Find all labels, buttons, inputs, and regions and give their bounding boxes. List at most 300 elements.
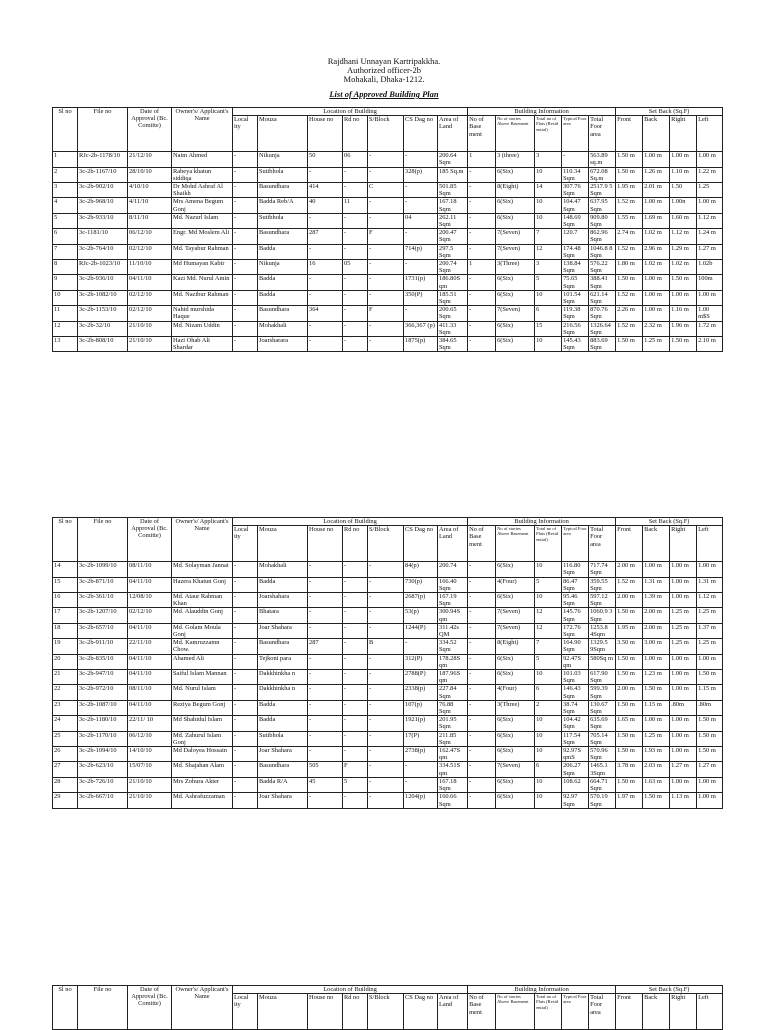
cell-sl: 22 — [53, 685, 78, 700]
cell-date: 02/12/10 — [128, 290, 172, 305]
table-row — [53, 608, 723, 623]
cell-loc: - — [233, 337, 258, 352]
cell-csdag: 04 — [404, 213, 438, 228]
cell-date: 15/07/10 — [128, 762, 172, 777]
cell-typ: 216.56 Sqm — [562, 321, 589, 336]
cell-front: 2.00 m — [616, 562, 643, 577]
cell-house: - — [308, 593, 343, 608]
cell-front: 1.50 m — [616, 337, 643, 352]
cell-house: 287 — [308, 639, 343, 654]
cell-front: 1.80 m — [616, 260, 643, 275]
cell-stories: 6(Six) — [496, 670, 535, 685]
cell-total: 1326.64 Sqm — [589, 321, 616, 336]
cell-left: 1.00 m$S — [697, 306, 723, 321]
cell-mouza: Joar Shahara — [258, 747, 308, 762]
cell-back: 1.63 m — [643, 777, 670, 792]
cell-back: 1.39 m — [643, 593, 670, 608]
approved-plan-table-2 — [52, 517, 723, 809]
cell-house: - — [308, 685, 343, 700]
cell-sl: 25 — [53, 731, 78, 746]
cell-mouza: Badda — [258, 700, 308, 715]
col-back: Back — [643, 994, 670, 1030]
cell-right: .80m — [670, 700, 697, 715]
cell-back: 1.50 m — [643, 793, 670, 808]
cell-house: - — [308, 577, 343, 592]
cell-back: 1.00 m — [643, 654, 670, 669]
cell-date: 22/11/10 — [128, 639, 172, 654]
cell-date: 08/11/10 — [128, 685, 172, 700]
cell-stories: 6(Six) — [496, 337, 535, 352]
cell-date: 04/11/10 — [128, 654, 172, 669]
cell-sl: 12 — [53, 321, 78, 336]
cell-back: 1.00 m — [643, 198, 670, 213]
cell-left: .80m — [697, 700, 723, 715]
cell-stories: 6(Six) — [496, 777, 535, 792]
cell-csdag: 2687(p) — [404, 593, 438, 608]
cell-stories: 7(Seven) — [496, 244, 535, 259]
cell-flats: 7 — [535, 229, 562, 244]
cell-flats: 10 — [535, 337, 562, 352]
group-building: Building Information — [468, 108, 616, 116]
cell-owner: Md Daloyea Hossain — [172, 747, 233, 762]
cell-flats: 12 — [535, 623, 562, 638]
cell-flats: 10 — [535, 562, 562, 577]
cell-loc: - — [233, 593, 258, 608]
table-header — [53, 986, 723, 1030]
cell-left: 1.27 m — [697, 244, 723, 259]
cell-road: - — [343, 654, 368, 669]
col-right: Right — [670, 994, 697, 1030]
cell-flats: 10 — [535, 793, 562, 808]
cell-right: 1.00 m — [670, 685, 697, 700]
cell-mouza: Badda Reb/A — [258, 198, 308, 213]
col-csdag: CS Dag no — [404, 994, 438, 1030]
cell-date: 04/11/10 — [128, 275, 172, 290]
table-row — [53, 777, 723, 792]
cell-file: 3c-2b-1099/10 — [78, 562, 128, 577]
col-basement: No of Base ment — [468, 994, 496, 1030]
cell-csdag: 1731(p) — [404, 275, 438, 290]
cell-flats: 5 — [535, 654, 562, 669]
cell-left: 1.02b — [697, 260, 723, 275]
cell-total: 563.89 sq.m — [589, 152, 616, 167]
cell-sblock: - — [368, 623, 404, 638]
cell-road: - — [343, 639, 368, 654]
cell-road: - — [343, 793, 368, 808]
cell-area: 167.18 Sqm — [438, 198, 468, 213]
cell-typ: 307.76 Sqm — [562, 183, 589, 198]
cell-sl: 6 — [53, 229, 78, 244]
cell-back: 2.01 m — [643, 183, 670, 198]
cell-house: - — [308, 747, 343, 762]
cell-flats: 10 — [535, 198, 562, 213]
cell-date: 02/12/10 — [128, 608, 172, 623]
cell-right: 1.50 m — [670, 337, 697, 352]
cell-left: 1.31 m — [697, 577, 723, 592]
cell-file: 3c-2b-1082/10 — [78, 290, 128, 305]
cell-road: - — [343, 229, 368, 244]
col-date: Date of Approval (Bc. Comitte) — [128, 108, 172, 152]
col-stories: No of stories Above Basement — [496, 994, 535, 1030]
cell-base: - — [468, 793, 496, 808]
cell-base: - — [468, 593, 496, 608]
cell-house: - — [308, 700, 343, 715]
cell-mouza: Sutibhola — [258, 213, 308, 228]
cell-left: 1.24 m — [697, 229, 723, 244]
cell-sblock: - — [368, 670, 404, 685]
table-row — [53, 167, 723, 182]
cell-left: 1.50 m — [697, 731, 723, 746]
cell-left: 1.50 m — [697, 716, 723, 731]
cell-loc: - — [233, 685, 258, 700]
cell-total: 570.19 Sqm — [589, 793, 616, 808]
cell-loc: - — [233, 793, 258, 808]
cell-stories: 3(Three) — [496, 700, 535, 715]
cell-owner: Md Shahidul Islam — [172, 716, 233, 731]
cell-sblock: C — [368, 183, 404, 198]
cell-total: 388.41 Sqm — [589, 275, 616, 290]
table-row — [53, 731, 723, 746]
cell-base: - — [468, 198, 496, 213]
cell-left: 1.50 m — [697, 747, 723, 762]
group-setback: Set Back (Sq.F) — [616, 518, 723, 526]
table-row — [53, 183, 723, 198]
cell-total: 570.96 Sqm — [589, 747, 616, 762]
cell-loc: - — [233, 654, 258, 669]
cell-area: 162.47S qm — [438, 747, 468, 762]
cell-mouza: Basundhara — [258, 229, 308, 244]
cell-area: 200.74 Sqm — [438, 260, 468, 275]
cell-right: 1.12 m — [670, 229, 697, 244]
col-left: Left — [697, 994, 723, 1030]
cell-flats: 12 — [535, 608, 562, 623]
cell-right: 1.00 m — [670, 654, 697, 669]
cell-road: 5 — [343, 777, 368, 792]
cell-back: 1.00 m — [643, 716, 670, 731]
table-row — [53, 577, 723, 592]
cell-house: - — [308, 213, 343, 228]
cell-date: 4/10/10 — [128, 183, 172, 198]
cell-file: 3c-2b-1180/10 — [78, 716, 128, 731]
cell-right: 1.00 m — [670, 593, 697, 608]
cell-road: - — [343, 183, 368, 198]
cell-owner: Naim Ahmed — [172, 152, 233, 167]
cell-owner: Md. Solayman Jannat — [172, 562, 233, 577]
col-mouza: Mouza — [258, 526, 308, 562]
cell-total: 359.55 Sqm — [589, 577, 616, 592]
col-front: Front — [616, 526, 643, 562]
group-building: Building Information — [468, 986, 616, 994]
cell-csdag: 1204(p) — [404, 793, 438, 808]
cell-front: 1.52 m — [616, 321, 643, 336]
cell-back: 1.02 m — [643, 260, 670, 275]
cell-file: 3c-2b-1170/10 — [78, 731, 128, 746]
cell-owner: Md. Ashrafuzzaman — [172, 793, 233, 808]
cell-typ: 110.34 Sqm — [562, 167, 589, 182]
col-stories: No of stories Above Basement — [496, 116, 535, 152]
cell-csdag: 730(p) — [404, 577, 438, 592]
cell-date: 04/11/10 — [128, 700, 172, 715]
cell-csdag: 714(p) — [404, 244, 438, 259]
cell-owner: Mrs Zohura Akter — [172, 777, 233, 792]
cell-file: 3c-2b-667/10 — [78, 793, 128, 808]
cell-file: 3c-2b-936/10 — [78, 275, 128, 290]
col-csdag: CS Dag no — [404, 526, 438, 562]
cell-area: 200.64 Sqm — [438, 152, 468, 167]
col-back: Back — [643, 526, 670, 562]
cell-date: 14/10/10 — [128, 747, 172, 762]
cell-total: 635.69 Sqm — [589, 716, 616, 731]
table-row — [53, 623, 723, 638]
cell-front: 1.50 m — [616, 700, 643, 715]
cell-total: 637.95 Sqm — [589, 198, 616, 213]
cell-sl: 15 — [53, 577, 78, 592]
cell-owner: Md. Alauddin Gonj — [172, 608, 233, 623]
cell-area: 262.11 Sqm — [438, 213, 468, 228]
cell-date: 28/10/10 — [128, 167, 172, 182]
cell-date: 12/08/10 — [128, 593, 172, 608]
cell-road: - — [343, 670, 368, 685]
cell-left: 1.00 m — [697, 654, 723, 669]
cell-road: 05 — [343, 260, 368, 275]
cell-date: 04/11/10 — [128, 670, 172, 685]
cell-loc: - — [233, 275, 258, 290]
col-csdag: CS Dag no — [404, 116, 438, 152]
group-location: Location of Building — [233, 518, 468, 526]
cell-area: 334.51S qm — [438, 762, 468, 777]
cell-road: F — [343, 762, 368, 777]
cell-flats: 7 — [535, 639, 562, 654]
cell-stories: 6(Six) — [496, 731, 535, 746]
cell-stories: 8(Eight) — [496, 639, 535, 654]
cell-house: - — [308, 562, 343, 577]
table-row — [53, 654, 723, 669]
cell-road: - — [343, 321, 368, 336]
col-sl: Sl no — [53, 518, 78, 562]
cell-flats: 6 — [535, 762, 562, 777]
cell-typ: 92.47S qm — [562, 654, 589, 669]
col-locality: Local ity — [233, 994, 258, 1030]
cell-area: 166.40 Sqm — [438, 577, 468, 592]
table-row — [53, 229, 723, 244]
cell-flats: 10 — [535, 747, 562, 762]
cell-owner: Md Humayan Kabir — [172, 260, 233, 275]
cell-front: 3.50 m — [616, 639, 643, 654]
document-title: List of Approved Building Plan — [329, 89, 439, 99]
col-right: Right — [670, 116, 697, 152]
cell-base: - — [468, 562, 496, 577]
cell-file: 3c-2b-972/10 — [78, 685, 128, 700]
cell-file: 3c-2b-361/10 — [78, 593, 128, 608]
cell-date: 06/12/10 — [128, 731, 172, 746]
cell-loc: - — [233, 670, 258, 685]
table-header — [53, 108, 723, 152]
cell-back: 1.15 m — [643, 700, 670, 715]
col-locality: Local ity — [233, 116, 258, 152]
cell-road: - — [343, 731, 368, 746]
cell-typ: 92.97S qmS — [562, 747, 589, 762]
cell-right: 1.16 m — [670, 306, 697, 321]
cell-base: - — [468, 337, 496, 352]
table-header — [53, 518, 723, 562]
table-row — [53, 198, 723, 213]
cell-road: 06 — [343, 152, 368, 167]
col-typical: Typical Foor area — [562, 116, 589, 152]
cell-mouza: Badda — [258, 290, 308, 305]
cell-front: 1.55 m — [616, 213, 643, 228]
cell-mouza: Dakkhinkha n — [258, 685, 308, 700]
cell-loc: - — [233, 716, 258, 731]
cell-mouza: Sutibhola — [258, 731, 308, 746]
col-mouza: Mouza — [258, 116, 308, 152]
cell-area: 227.84 Sqm — [438, 685, 468, 700]
col-typical: Typical Foor area — [562, 526, 589, 562]
table-row — [53, 685, 723, 700]
col-right: Right — [670, 526, 697, 562]
cell-left: 1.12 m — [697, 593, 723, 608]
cell-flats: 10 — [535, 167, 562, 182]
cell-house: - — [308, 321, 343, 336]
cell-road: - — [343, 337, 368, 352]
cell-road: - — [343, 306, 368, 321]
cell-file: 3c-2b-902/10 — [78, 183, 128, 198]
cell-left: 1.00 m — [697, 562, 723, 577]
cell-area: 211.85 Sqm — [438, 731, 468, 746]
cell-stories: 3 (three) — [496, 152, 535, 167]
cell-sblock: - — [368, 654, 404, 669]
table-row — [53, 337, 723, 352]
cell-csdag: 2788(P) — [404, 670, 438, 685]
cell-road: - — [343, 700, 368, 715]
cell-mouza: Bhatara — [258, 608, 308, 623]
cell-loc: - — [233, 167, 258, 182]
cell-csdag: 312(P) — [404, 654, 438, 669]
cell-road: - — [343, 213, 368, 228]
cell-base: - — [468, 244, 496, 259]
cell-typ: 108.62 — [562, 777, 589, 792]
cell-area: 297.5 Sqm — [438, 244, 468, 259]
cell-total: 705.14 Sqm — [589, 731, 616, 746]
cell-flats: 3 — [535, 260, 562, 275]
cell-back: 1.50 m — [643, 685, 670, 700]
cell-right: 1.00 m — [670, 747, 697, 762]
cell-mouza: Basundhara — [258, 762, 308, 777]
cell-back: 1.00 m — [643, 275, 670, 290]
cell-left: 1.50 m — [697, 670, 723, 685]
cell-total: 580Sq m — [589, 654, 616, 669]
cell-flats: 5 — [535, 577, 562, 592]
cell-date: 06/12/10 — [128, 229, 172, 244]
col-area: Area of Land — [438, 994, 468, 1030]
cell-road: - — [343, 685, 368, 700]
cell-stories: 7(Seven) — [496, 608, 535, 623]
cell-mouza: Badda — [258, 716, 308, 731]
cell-sl: 24 — [53, 716, 78, 731]
cell-sblock: - — [368, 290, 404, 305]
cell-sl: 13 — [53, 337, 78, 352]
cell-csdag: - — [404, 639, 438, 654]
cell-sl: 3 — [53, 183, 78, 198]
col-owner: Owner's/ Applicant's Name — [172, 108, 233, 152]
cell-house: - — [308, 275, 343, 290]
cell-sl: 27 — [53, 762, 78, 777]
cell-loc: - — [233, 639, 258, 654]
cell-file: 3c-2b-933/10 — [78, 213, 128, 228]
cell-back: 3.00 m — [643, 639, 670, 654]
cell-mouza: Basundhara — [258, 306, 308, 321]
cell-flats: 10 — [535, 213, 562, 228]
cell-sl: 26 — [53, 747, 78, 762]
cell-csdag: - — [404, 229, 438, 244]
cell-base: - — [468, 275, 496, 290]
cell-left: 1.25 m — [697, 639, 723, 654]
cell-sblock: - — [368, 260, 404, 275]
cell-right: 1.50 m — [670, 275, 697, 290]
cell-house: - — [308, 167, 343, 182]
cell-loc: - — [233, 623, 258, 638]
cell-mouza: Dakkhinkha n — [258, 670, 308, 685]
cell-left: 1.72 m — [697, 321, 723, 336]
table-row — [53, 670, 723, 685]
cell-flats: 6 — [535, 306, 562, 321]
cell-right: 1.00 m — [670, 716, 697, 731]
cell-base: - — [468, 716, 496, 731]
cell-front: 1.65 m — [616, 716, 643, 731]
col-road: Rd no — [343, 526, 368, 562]
cell-front: 1.52 m — [616, 577, 643, 592]
cell-base: - — [468, 762, 496, 777]
cell-sblock: - — [368, 321, 404, 336]
cell-owner: Engr. Md Moslem Ali — [172, 229, 233, 244]
cell-loc: - — [233, 152, 258, 167]
cell-front: 1.50 m — [616, 777, 643, 792]
cell-total: 1329.5 9Sqm — [589, 639, 616, 654]
table-row — [53, 700, 723, 715]
cell-back: 1.93 m — [643, 747, 670, 762]
cell-mouza: Mohakhali — [258, 562, 308, 577]
cell-base: - — [468, 731, 496, 746]
cell-loc: - — [233, 747, 258, 762]
cell-sblock: - — [368, 337, 404, 352]
cell-mouza: Nikunja — [258, 260, 308, 275]
cell-csdag: 1921(p) — [404, 716, 438, 731]
cell-flats: 12 — [535, 244, 562, 259]
cell-house: - — [308, 244, 343, 259]
col-house: House no — [308, 116, 343, 152]
cell-base: - — [468, 623, 496, 638]
col-back: Back — [643, 116, 670, 152]
cell-file: 3c-2b-947/10 — [78, 670, 128, 685]
cell-mouza: Joarshahara — [258, 593, 308, 608]
cell-typ: 95.46 Sqm — [562, 593, 589, 608]
cell-road: - — [343, 275, 368, 290]
cell-right: 1.00 m — [670, 777, 697, 792]
cell-owner: Reziya Begum Gonj — [172, 700, 233, 715]
cell-csdag: 107(p) — [404, 700, 438, 715]
cell-csdag: - — [404, 198, 438, 213]
cell-back: 1.25 m — [643, 337, 670, 352]
cell-road: - — [343, 716, 368, 731]
cell-file: 3c-2b-657/10 — [78, 623, 128, 638]
cell-typ: 174.48 Sqm — [562, 244, 589, 259]
col-total: Total Foor area — [589, 994, 616, 1030]
cell-date: 11/10/10 — [128, 260, 172, 275]
cell-back: 2.00 m — [643, 623, 670, 638]
cell-house: 45 — [308, 777, 343, 792]
cell-area: 178.28S qm — [438, 654, 468, 669]
org-name: Rajdhani Unnayan Kartripakkha. — [327, 56, 441, 66]
cell-loc: - — [233, 700, 258, 715]
